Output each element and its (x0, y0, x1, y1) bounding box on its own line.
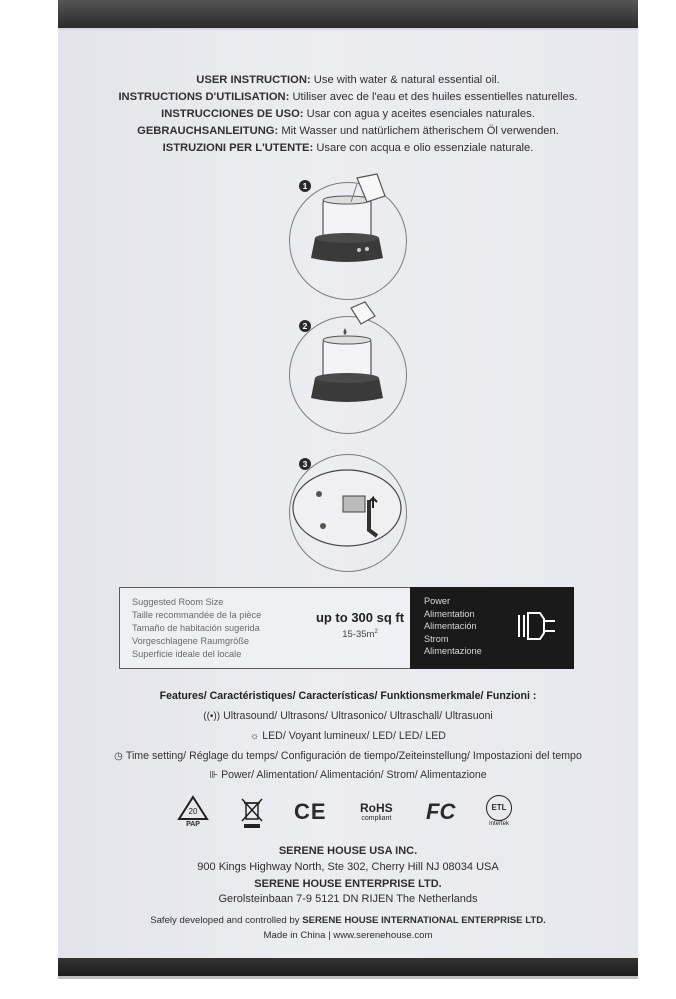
room-size-value (300, 610, 420, 640)
room-size-sqft: up to 300 sq ft (315, 610, 405, 625)
led-icon: ☼ (250, 730, 260, 742)
power-label-de: Strom (424, 633, 449, 644)
recycle-mark: 20 PAP (176, 795, 210, 828)
certification-marks (170, 795, 530, 835)
step-3-number: 3 (299, 458, 311, 470)
instruction-line-it: ISTRUZIONI PER L'UTENTE: Usare con acqua e olio essenziale naturale. (162, 142, 534, 154)
power-label-it: Alimentazione (424, 646, 482, 656)
clock-icon: ◷ (114, 750, 123, 762)
enterprise-company-address: Gerolsteinbaan 7-9 5121 DN RIJEN The Netherlands (218, 893, 478, 905)
power-label-fr: Alimentation (424, 608, 475, 619)
box-top-edge (58, 0, 638, 28)
features-title: Features/ Caractéristiques/ Características/ Funktionsmerkmale/ Funzioni : (159, 690, 537, 702)
svg-text:20: 20 (188, 807, 198, 816)
step-1-illustration (285, 170, 420, 305)
instruction-line-fr: INSTRUCTIONS D'UTILISATION: Utiliser avec de l'eau et des huiles essentielles naturelles. (118, 91, 578, 103)
room-size-label-en: Suggested Room Size (132, 597, 224, 607)
power-plug-icon (515, 609, 559, 643)
step-1-number: 1 (299, 180, 311, 192)
feature-ultrasound: ((•)) Ultrasound/ Ultrasons/ Ultrasonico/ Ultraschall/ Ultrasuoni (203, 710, 493, 722)
power-label-es: Alimentación (424, 621, 477, 631)
instruction-line-en: USER INSTRUCTION: Use with water & natural essential oil. (196, 74, 500, 86)
step-3-illustration (285, 450, 420, 575)
fcc-mark: FC (426, 799, 456, 824)
usa-company-address: 900 Kings Highway North, Ste 302, Cherry Hill NJ 08034 USA (197, 861, 499, 873)
feature-time: ◷ Time setting/ Réglage du temps/ Configuración de tiempo/Zeiteinstellung/ Impostazioni del tempo (114, 750, 582, 762)
power-labels (424, 595, 482, 658)
room-size-label-es: Tamaño de habitación sugerida (132, 623, 260, 633)
essential-oil-drop-icon (285, 300, 420, 435)
room-size-labels (132, 596, 261, 661)
power-panel (410, 587, 574, 669)
weee-bin-icon (240, 797, 264, 829)
room-size-label-fr: Taille recommandée de la pièce (132, 610, 262, 620)
ce-mark: CE (294, 799, 327, 824)
power-label-en: Power (424, 596, 451, 606)
box-fold-line (58, 976, 638, 979)
rohs-mark: RoHS compliant (360, 801, 393, 822)
room-size-label-it: Superficie ideale del locale (132, 649, 242, 659)
room-size-metric: $15-35m^2$ (342, 629, 378, 641)
room-size-box (119, 587, 574, 669)
made-in-website: Made in China | www.serenehouse.com (263, 930, 433, 941)
feature-power: ⊪ Power/ Alimentation/ Alimentación/ Strom/ Alimentazione (209, 769, 487, 781)
recycle-icon (176, 795, 210, 821)
step-2-number: 2 (299, 320, 311, 332)
step-2-illustration (285, 300, 420, 435)
power-plug-icon: ⊪ (209, 769, 219, 781)
instruction-line-de: GEBRAUCHSANLEITUNG: Mit Wasser und natürlichem ätherischem Öl verwenden. (137, 125, 559, 137)
developed-by: Safely developed and controlled by SERENE HOUSE INTERNATIONAL ENTERPRISE LTD. (150, 915, 546, 926)
box-bottom-edge (58, 958, 638, 978)
instruction-line-es: INSTRUCCIONES DE USO: Usar con agua y aceites esenciales naturales. (161, 108, 535, 120)
room-size-label-de: Vorgeschlagene Raumgröße (132, 636, 249, 646)
usa-company-name: SERENE HOUSE USA INC. (278, 845, 418, 857)
feature-led: ☼ LED/ Voyant lumineux/ LED/ LED/ LED (250, 730, 446, 742)
etl-mark: ETL Intertek (486, 795, 512, 827)
ultrasound-icon: ((•)) (203, 710, 221, 722)
base-plug-icon (285, 450, 420, 575)
user-instructions (58, 72, 638, 157)
website-link: www.serenehouse.com (333, 930, 433, 941)
weee-mark (240, 797, 264, 829)
water-pour-icon (285, 170, 420, 305)
enterprise-company-name: SERENE HOUSE ENTERPRISE LTD. (254, 878, 442, 890)
